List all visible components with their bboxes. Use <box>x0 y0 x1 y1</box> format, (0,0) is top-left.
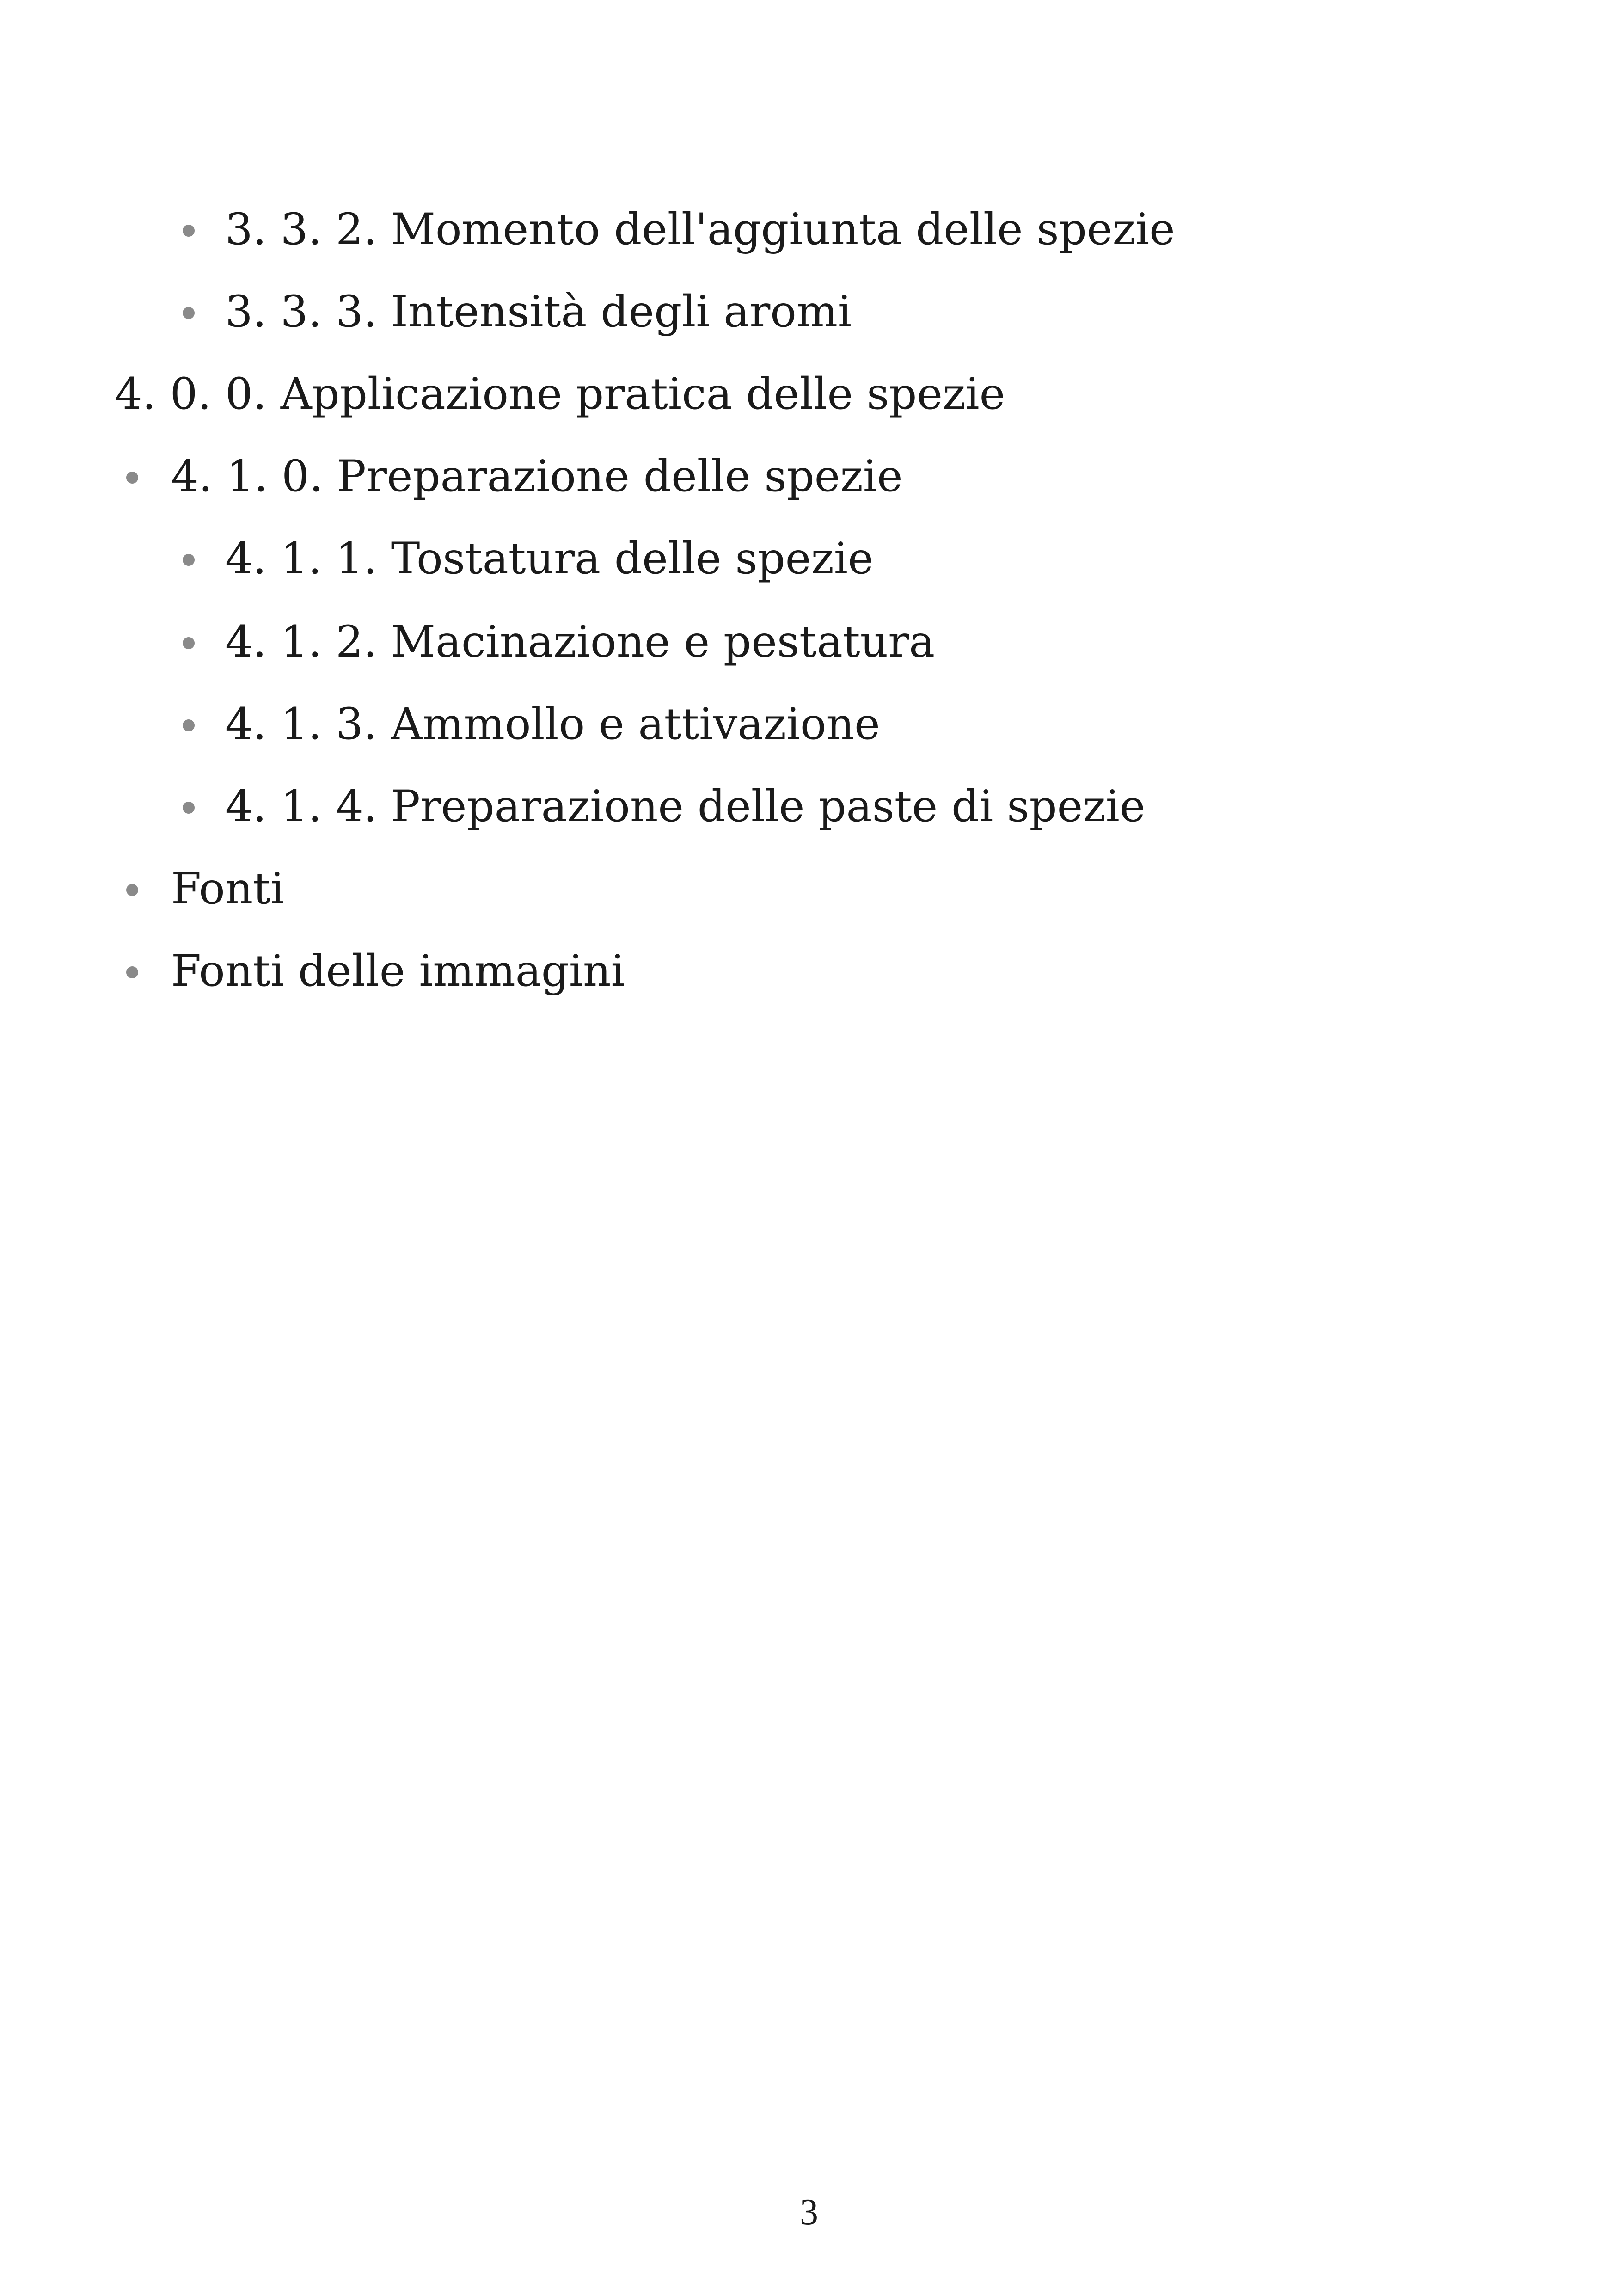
bullet-icon <box>183 554 195 566</box>
bullet-icon <box>183 637 195 649</box>
bullet-icon <box>183 307 195 319</box>
toc-item-label[interactable]: 4. 0. 0. Applicazione pratica delle spezie <box>115 369 1005 419</box>
bullet-icon <box>183 225 195 237</box>
toc-item-label[interactable]: 4. 1. 3. Ammollo e attivazione <box>225 699 880 749</box>
toc-item-label[interactable]: 3. 3. 3. Intensità degli aromi <box>225 287 852 337</box>
toc-item-label[interactable]: Fonti <box>171 864 285 914</box>
bullet-icon <box>183 719 195 731</box>
toc-item-label[interactable]: 4. 1. 2. Macinazione e pestatura <box>225 617 935 667</box>
toc-item-label[interactable]: Fonti delle immagini <box>171 946 625 996</box>
bullet-icon <box>126 884 138 896</box>
toc-item-label[interactable]: 3. 3. 2. Momento dell'aggiunta delle spezie <box>225 204 1175 255</box>
toc-item-label[interactable]: 4. 1. 1. Tostatura delle spezie <box>225 534 874 584</box>
bullet-icon <box>183 802 195 814</box>
toc-item-label[interactable]: 4. 1. 0. Preparazione delle spezie <box>171 451 903 502</box>
toc-item-label[interactable]: 4. 1. 4. Preparazione delle paste di spezie <box>225 781 1146 832</box>
page-number: 3 <box>800 2192 818 2233</box>
bullet-icon <box>126 472 138 484</box>
bullet-icon <box>126 966 138 978</box>
